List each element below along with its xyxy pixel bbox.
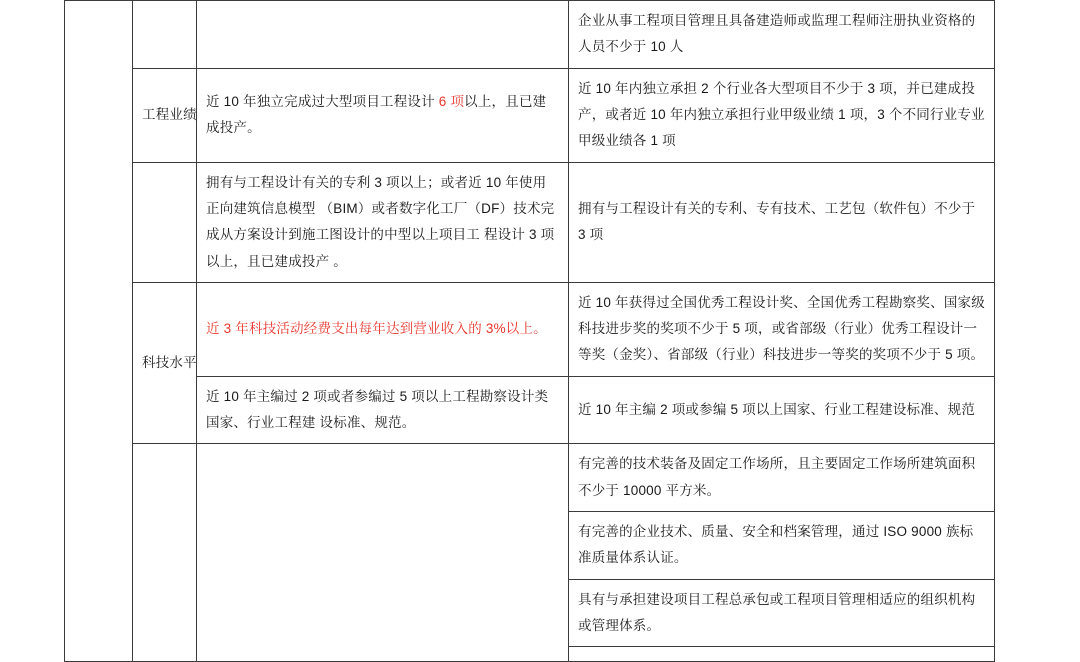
category-cell-empty-top [133,1,197,69]
left-text-engineering-performance: 近 10 年独立完成过大型项目工程设计 6 项以上，且已建成投产。 [206,93,547,136]
table-row [65,282,995,376]
right-cell-patents: 拥有与工程设计有关的专利、专有技术、工艺包（软件包）不少于 3 项 [569,162,995,282]
left-cell-empty-top [197,1,569,69]
left-cell-rnd-expenditure [197,282,569,376]
table-row [65,68,995,162]
right-cell-personnel: 企业从事工程项目管理且具备建造师或监理工程师注册执业资格的人员不少于 10 人 [569,1,995,69]
left-cell-engineering-performance [197,68,569,162]
highlighted-quantity: 6 项 [438,93,465,109]
left-text-rnd-expenditure: 近 3 年科技活动经费支出每年达到营业收入的 3%以上。 [206,321,547,337]
table-row [65,162,995,282]
table-row [65,376,995,444]
spine-cell [65,1,133,662]
requirements-table [64,0,995,662]
left-cell-empty-bottom [197,444,569,662]
left-cell-patents: 拥有与工程设计有关的专利 3 项以上；或者近 10 年使用正向建筑信息模型 （BIM）或者数字化工厂（DF）技术完成从方案设计到施工图设计的中型以上项目工 程设计 3 项以上，且已建成投产 。 [197,162,569,282]
right-cell-awards: 近 10 年获得过全国优秀工程设计奖、全国优秀工程勘察奖、国家级科技进步奖的奖项不少于 5 项，或省部级（行业）优秀工程设计一等奖（金奖）、省部级（行业）科技进步一等奖的奖项不少于 5 项。 [569,282,995,376]
table-row [65,444,995,512]
category-cell-technology-level-cont [133,444,197,662]
right-cell-organization: 具有与承担建设项目工程总承包或工程项目管理相适应的组织机构或管理体系。 [569,579,995,647]
category-cell-technology-level: 科技水平 [133,282,197,444]
right-cell-engineering-performance: 近 10 年内独立承担 2 个行业各大型项目不少于 3 项，并已建成投产，或者近 10 年内独立承担行业甲级业绩 1 项，3 个不同行业专业甲级业绩各 1 项 [569,68,995,162]
right-cell-facilities: 有完善的技术装备及固定工作场所，且主要固定工作场所建筑面积不少于 10000 平方米。 [569,444,995,512]
right-cell-iso-certification: 有完善的企业技术、质量、安全和档案管理，通过 ISO 9000 族标准质量体系认证。 [569,512,995,580]
right-cell-bottom-filler [569,647,995,662]
table-row [65,1,995,69]
category-cell-engineering-performance: 工程业绩 [133,68,197,162]
category-cell-empty-patents [133,162,197,282]
right-cell-standards: 近 10 年主编 2 项或参编 5 项以上国家、行业工程建设标准、规范 [569,376,995,444]
left-cell-standards: 近 10 年主编过 2 项或者参编过 5 项以上工程勘察设计类国家、行业工程建 设标准、规范。 [197,376,569,444]
